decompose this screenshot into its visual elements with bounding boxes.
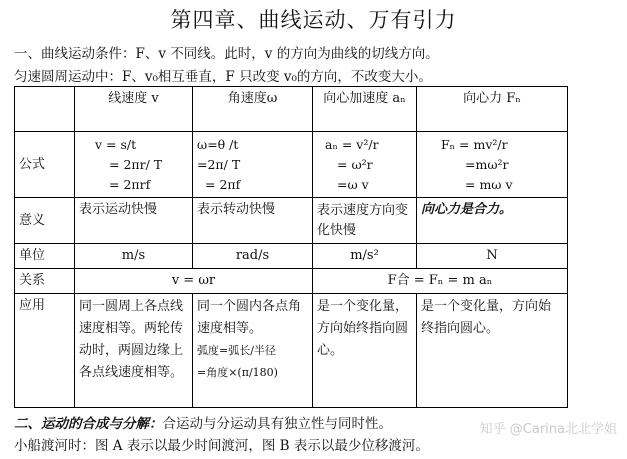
application-omega-main: 同一个圆内各点角速度相等。 <box>197 299 302 336</box>
formula-v-1: v = s/t <box>95 136 137 152</box>
formula-omega-1: ω=θ /t <box>197 136 239 152</box>
formula-a-2: = ω²r <box>337 156 373 172</box>
formula-v-3: = 2πrf <box>109 176 151 192</box>
header-empty <box>15 87 75 132</box>
application-omega-note2: =角度×(π/180) <box>197 366 278 379</box>
meaning-f: 向心力是合力。 <box>417 198 568 244</box>
table-row-relation <box>15 269 568 294</box>
meaning-v: 表示运动快慢 <box>75 198 193 244</box>
formula-omega-2: =2π/ T <box>197 156 241 172</box>
meaning-omega: 表示转动快慢 <box>193 198 313 244</box>
condition-line: 一、曲线运动条件：F、v 不同线。此时，v 的方向为曲线的切线方向。 <box>14 46 439 62</box>
unit-f: N <box>417 244 568 269</box>
table-header-row <box>15 87 568 132</box>
row-label-meaning: 意义 <box>15 198 75 244</box>
row-label-relation: 关系 <box>15 269 75 294</box>
table-row-application <box>15 294 568 408</box>
application-omega-note1: 弧度=弧长/半径 <box>197 344 276 357</box>
section2-label: 二、运动的合成与分解： <box>14 416 163 432</box>
formula-omega <box>193 132 313 198</box>
watermark: 知乎 @Carina北北学姐 <box>479 422 617 437</box>
header-centripetal-force: 向心力 Fₙ <box>417 87 568 132</box>
unit-a: m/s² <box>313 244 417 269</box>
formula-omega-3: = 2πf <box>205 176 241 192</box>
application-a: 是一个变化量，方向始终指向圆心。 <box>313 294 417 408</box>
application-omega <box>193 294 313 408</box>
table-row-unit <box>15 244 568 269</box>
formula-a-3: =ω v <box>337 176 369 192</box>
application-f: 是一个变化量，方向始终指向圆心。 <box>417 294 568 408</box>
formula-f-2: =mω²r <box>465 156 509 172</box>
table-row-formula <box>15 132 568 198</box>
relation-left: v = ωr <box>75 269 313 294</box>
uniform-circular-line: 匀速圆周运动中：F、v₀相互垂直，F 只改变 v₀的方向，不改变大小。 <box>14 69 432 85</box>
formula-v-2: = 2πr/ T <box>109 156 163 172</box>
formula-f-1: Fₙ = mv²/r <box>441 136 508 152</box>
formula-v <box>75 132 193 198</box>
meaning-a: 表示速度方向变化快慢 <box>313 198 417 244</box>
row-label-formula: 公式 <box>15 132 75 198</box>
formula-f-3: = mω v <box>465 176 513 192</box>
formula-a <box>313 132 417 198</box>
unit-v: m/s <box>75 244 193 269</box>
summary-table <box>14 86 568 408</box>
formula-a-1: aₙ = v²/r <box>325 136 379 152</box>
header-centripetal-acceleration: 向心加速度 aₙ <box>313 87 417 132</box>
section2-line <box>14 412 392 432</box>
row-label-unit: 单位 <box>15 244 75 269</box>
relation-right: F合 = Fₙ = m aₙ <box>313 269 568 294</box>
row-label-application: 应用 <box>15 294 75 408</box>
page-title: 第四章、曲线运动、万有引力 <box>170 8 457 32</box>
header-linear-velocity: 线速度 v <box>75 87 193 132</box>
section2-text: 合运动与分运动具有独立性与同时性。 <box>162 416 392 432</box>
header-angular-velocity: 角速度ω <box>193 87 313 132</box>
formula-f <box>417 132 568 198</box>
table-row-meaning <box>15 198 568 244</box>
application-v: 同一圆周上各点线速度相等。两轮传动时，两圆边缘上各点线速度相等。 <box>75 294 193 408</box>
unit-omega: rad/s <box>193 244 313 269</box>
boat-line: 小船渡河时：图 A 表示以最少时间渡河，图 B 表示以最少位移渡河。 <box>14 438 429 454</box>
